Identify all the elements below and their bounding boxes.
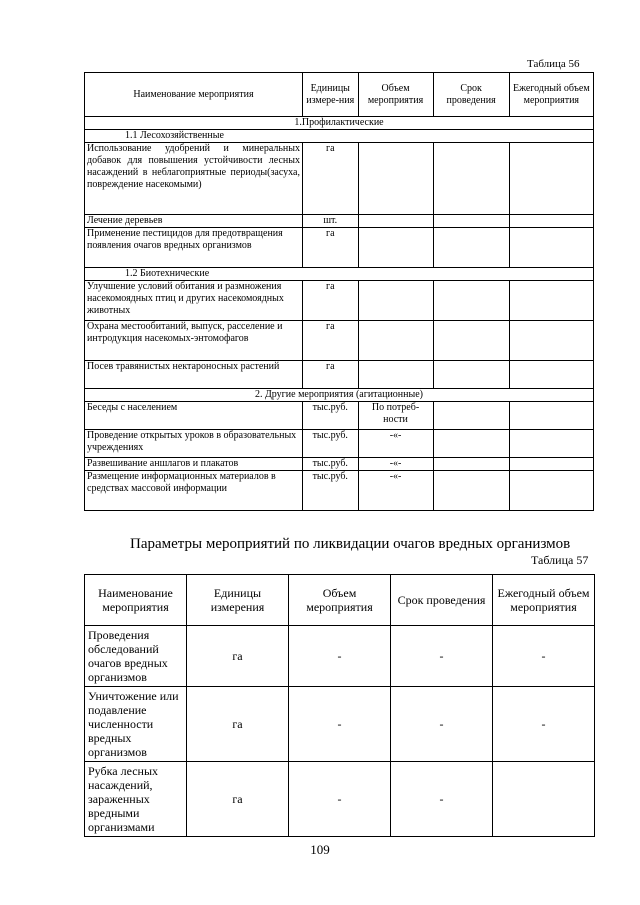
section-title: 1.Профилактические <box>85 117 594 130</box>
row-volume <box>358 215 433 228</box>
table-57-header-row <box>85 575 595 626</box>
row-name: Развешивание аншлагов и плакатов <box>85 458 303 471</box>
row-name: Беседы с населением <box>85 402 303 430</box>
row-term <box>433 321 509 361</box>
row-unit: га <box>187 762 289 837</box>
row-name: Применение пестицидов для предотвращения появления очагов вредных организмов <box>85 228 303 268</box>
table-56-caption: Таблица 56 <box>527 58 580 70</box>
table-row <box>85 228 594 268</box>
table-row <box>85 402 594 430</box>
row-term <box>433 281 509 321</box>
row-unit: га <box>302 228 358 268</box>
subsection-row <box>85 268 594 281</box>
subsection-row <box>85 130 594 143</box>
row-annual <box>509 471 593 511</box>
row-annual <box>493 762 595 837</box>
row-unit: га <box>302 143 358 215</box>
row-unit: га <box>187 687 289 762</box>
row-volume: - <box>289 762 391 837</box>
header-annual-volume: Ежегодный объем мероприятия <box>493 575 595 626</box>
row-volume: -«- <box>358 458 433 471</box>
row-annual <box>509 402 593 430</box>
table-57 <box>84 574 595 837</box>
header-name: Наименование мероприятия <box>85 73 303 117</box>
table-56-header-row <box>85 73 594 117</box>
header-volume: Объем мероприятия <box>289 575 391 626</box>
section-row <box>85 389 594 402</box>
table-57-heading: Параметры мероприятий по ликвидации очагов вредных организмов <box>130 536 571 552</box>
row-term <box>433 458 509 471</box>
row-volume: -«- <box>358 471 433 511</box>
row-annual <box>509 321 593 361</box>
row-annual <box>509 228 593 268</box>
row-unit: га <box>302 321 358 361</box>
row-term: - <box>391 687 493 762</box>
row-term: - <box>391 626 493 687</box>
row-volume: -«- <box>358 430 433 458</box>
row-term <box>433 361 509 389</box>
row-name: Рубка лесных насаждений, зараженных вредными организмами <box>85 762 187 837</box>
row-name: Проведения обследований очагов вредных организмов <box>85 626 187 687</box>
section-title: 2. Другие мероприятия (агитационные) <box>85 389 594 402</box>
table-row <box>85 281 594 321</box>
row-term <box>433 402 509 430</box>
row-volume <box>358 361 433 389</box>
row-name: Посев травянистых нектароносных растений <box>85 361 303 389</box>
row-term <box>433 430 509 458</box>
row-annual <box>509 430 593 458</box>
header-unit: Единицы измерения <box>187 575 289 626</box>
row-volume: По потреб-ности <box>358 402 433 430</box>
row-volume: - <box>289 687 391 762</box>
row-term <box>433 471 509 511</box>
row-name: Использование удобрений и минеральных добавок для повышения устойчивости лесных насаждений в неблагоприятные периоды(засуха, повреждение насекомыми) <box>85 143 303 215</box>
row-unit: тыс.руб. <box>302 458 358 471</box>
table-57-caption: Таблица 57 <box>531 553 589 567</box>
row-name: Размещение информационных материалов в средствах массовой информации <box>85 471 303 511</box>
row-unit: тыс.руб. <box>302 471 358 511</box>
header-volume: Объем мероприятия <box>358 73 433 117</box>
row-annual <box>509 458 593 471</box>
row-volume: - <box>289 626 391 687</box>
header-name: Наименование мероприятия <box>85 575 187 626</box>
row-annual <box>509 143 593 215</box>
row-volume <box>358 143 433 215</box>
section-row <box>85 117 594 130</box>
row-term <box>433 228 509 268</box>
row-annual: - <box>493 626 595 687</box>
row-annual <box>509 215 593 228</box>
row-term <box>433 215 509 228</box>
table-row <box>85 361 594 389</box>
header-unit: Единицы измере-ния <box>302 73 358 117</box>
header-term: Срок проведения <box>433 73 509 117</box>
table-row <box>85 762 595 837</box>
page-number: 109 <box>310 842 330 857</box>
row-unit: тыс.руб. <box>302 430 358 458</box>
table-row <box>85 687 595 762</box>
table-56 <box>84 72 594 511</box>
row-unit: га <box>302 361 358 389</box>
row-volume <box>358 228 433 268</box>
row-unit: га <box>187 626 289 687</box>
row-term: - <box>391 762 493 837</box>
row-name: Улучшение условий обитания и размножения насекомоядных птиц и других насекомоядных животных <box>85 281 303 321</box>
row-unit: га <box>302 281 358 321</box>
row-unit: шт. <box>302 215 358 228</box>
row-name: Охрана местообитаний, выпуск, расселение и интродукция насекомых-энтомофагов <box>85 321 303 361</box>
row-name: Лечение деревьев <box>85 215 303 228</box>
header-term: Срок проведения <box>391 575 493 626</box>
row-name: Уничтожение или подавление численности вредных организмов <box>85 687 187 762</box>
row-volume <box>358 281 433 321</box>
table-row <box>85 626 595 687</box>
header-annual-volume: Ежегодный объем мероприятия <box>509 73 593 117</box>
row-annual <box>509 361 593 389</box>
subsection-title: 1.2 Биотехнические <box>85 268 594 281</box>
row-volume <box>358 321 433 361</box>
table-row <box>85 430 594 458</box>
table-row <box>85 143 594 215</box>
row-term <box>433 143 509 215</box>
table-row <box>85 215 594 228</box>
row-unit: тыс.руб. <box>302 402 358 430</box>
table-row <box>85 321 594 361</box>
row-annual <box>509 281 593 321</box>
table-row <box>85 471 594 511</box>
subsection-title: 1.1 Лесохозяйственные <box>85 130 594 143</box>
row-annual: - <box>493 687 595 762</box>
row-name: Проведение открытых уроков в образовательных учреждениях <box>85 430 303 458</box>
table-row <box>85 458 594 471</box>
